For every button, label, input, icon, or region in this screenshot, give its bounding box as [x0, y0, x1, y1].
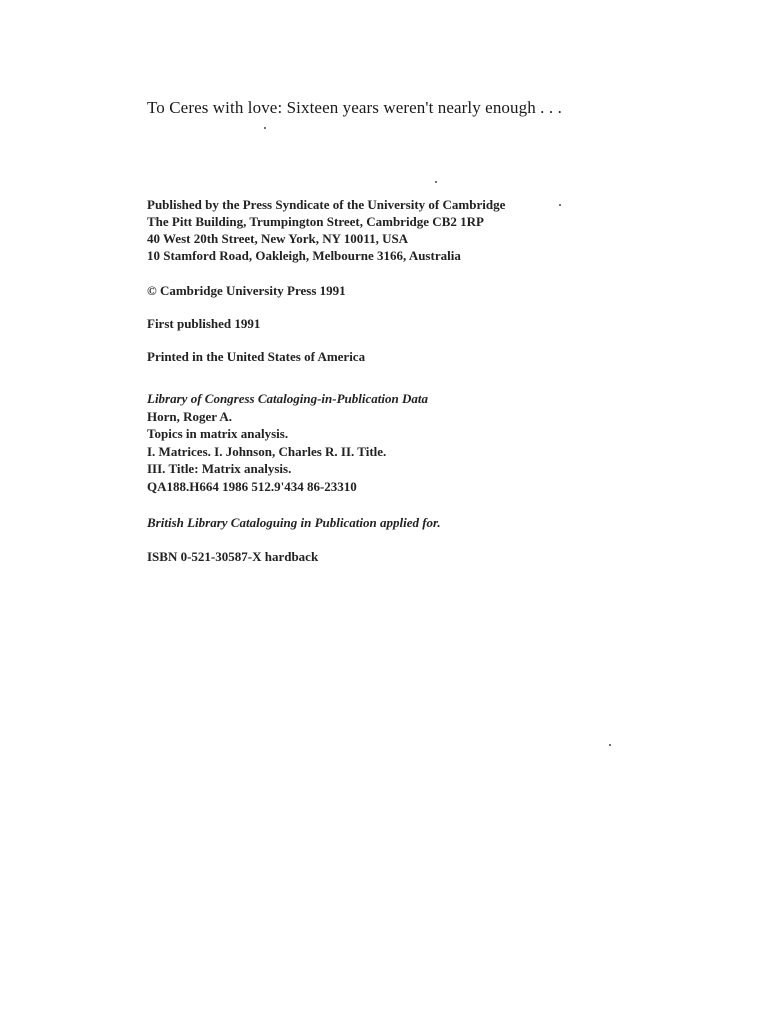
cip-line: Topics in matrix analysis.	[147, 426, 289, 441]
dedication: To Ceres with love: Sixteen years weren't nearly enough . . .	[147, 98, 562, 117]
cip-line: QA188.H664 1986 512.9'434 86-23310	[147, 478, 357, 494]
isbn-line: ISBN 0-521-30587-X hardback	[147, 549, 319, 564]
publisher-line: Published by the Press Syndicate of the University of Cambridge	[147, 197, 506, 212]
scan-speck	[264, 127, 266, 129]
cip-line: III. Title: Matrix analysis.	[147, 461, 292, 476]
publisher-address-line: 10 Stamford Road, Oakleigh, Melbourne 3166, Australia	[147, 248, 461, 263]
cip-line: Horn, Roger A.	[147, 408, 232, 424]
publisher-address-line: 40 West 20th Street, New York, NY 10011, USA	[147, 231, 409, 246]
cip-line: I. Matrices. I. Johnson, Charles R. II. Title.	[147, 443, 387, 459]
british-cip-notice: British Library Cataloguing in Publication applied for.	[147, 515, 441, 530]
cip-heading: Library of Congress Cataloging-in-Publication Data	[147, 391, 428, 406]
publisher-address-line: The Pitt Building, Trumpington Street, Cambridge CB2 1RP	[147, 214, 484, 229]
first-published: First published 1991	[147, 316, 261, 331]
scan-speck	[435, 181, 437, 183]
printed-in: Printed in the United States of America	[147, 349, 366, 364]
copyright-notice: © Cambridge University Press 1991	[147, 283, 346, 298]
cip-data-block	[147, 390, 428, 495]
scan-speck	[559, 204, 561, 206]
publisher-block	[147, 196, 505, 264]
scan-speck	[609, 744, 611, 746]
